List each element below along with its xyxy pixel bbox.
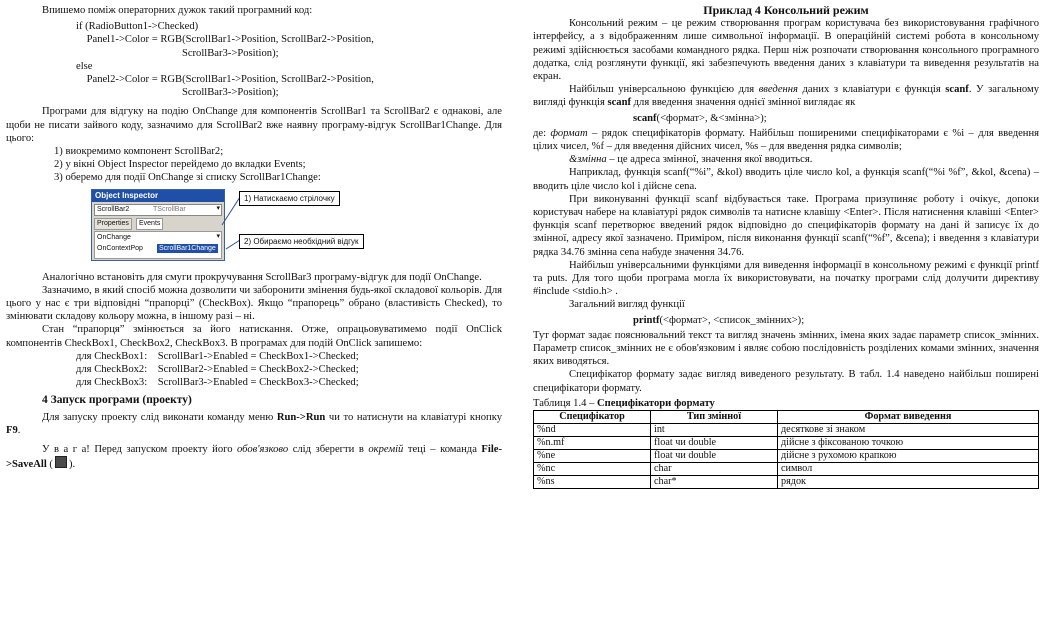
paragraph: Тут формат задає пояснювальний текст та вигляд значень змінних, імена яких задає параметр список_змінних. Параметр список_змінних не є обов'язковим і являє собою послідовність розділених комами змінних, значення яких виводяться. xyxy=(533,329,1039,368)
code-line: else xyxy=(76,60,93,72)
table-caption xyxy=(533,397,1039,410)
emphasis: обов'язково xyxy=(237,444,289,456)
table-cell: дійсне з рухомою крапкою xyxy=(778,450,1039,463)
tab-properties[interactable]: Properties xyxy=(94,218,132,230)
paragraph: Найбільш універсальними функціями для виведення інформації в консольному режимі є функції printf та puts. Для того щоби програма могла їх використовувати, на початку програми слід долучити директиву #include <stdio.h> . xyxy=(533,259,1039,298)
table-row xyxy=(534,463,1039,476)
inspector-tabs xyxy=(94,218,222,229)
table-cell: десяткове зі знаком xyxy=(778,424,1039,437)
save-all-icon xyxy=(55,456,67,468)
syntax-args: (<формат>, <список_змінних>); xyxy=(659,314,805,326)
object-inspector-figure xyxy=(6,189,502,265)
run-paragraph xyxy=(6,411,502,437)
paragraph xyxy=(533,127,1039,153)
callout-step1: 1) Натискаємо стрілочку xyxy=(239,191,340,206)
text-span: ( xyxy=(46,459,53,471)
text-span: – рядок специфікаторів формату. Найбільш поширеними специфікаторами є %i – для введення цілих чисел, %f – для введення дійсних чисел, %s – для введення рядка символів; xyxy=(533,127,1039,153)
step-item: 1) виокремимо компонент ScrollBar2; xyxy=(54,146,224,158)
text-span: чи то натиснути на клавіатурі кнопку xyxy=(325,411,502,423)
chevron-down-icon[interactable]: ▾ xyxy=(216,232,220,240)
text-span: даних з клавіатури є функція xyxy=(797,84,946,96)
scrollbar3-paragraph: Аналогічно встановіть для смуги прокручування ScrollBar3 програму-відгук для події OnChange. xyxy=(42,271,482,283)
callout-step2: 2) Обираємо необхідний відгук xyxy=(239,234,364,249)
format-specifier-table xyxy=(533,410,1039,489)
code-line: для CheckBox1: ScrollBar1->Enabled = CheckBox1->Checked; xyxy=(76,350,359,362)
paragraph xyxy=(533,83,1039,109)
table-cell: %ns xyxy=(534,476,651,489)
tab-events[interactable]: Events xyxy=(136,218,163,230)
table-cell: дійсне з фіксованою точкою xyxy=(778,437,1039,450)
text-span: ). xyxy=(68,459,76,471)
code-line: Panel2->Color = RGB(ScrollBar1->Position, ScrollBar2->Position, xyxy=(76,74,374,86)
paragraph: При виконуванні функції scanf відбувається таке. Програма призупиняє роботу і очікує, допоки користувач набере на клавіатурі рядок символів та натисне клавішу <Enter>. Після натиснення клавіші <Enter> функція scanf перетворює введений рядок відповідно до специфікаторів формату на дані й записує їх до змінної, адресу якої зазначено. Приміром, після виконання функції scanf(“%f”, &cena); і введення з клавіатури рядка 34.76 змінна cena набуде значення 34.76. xyxy=(533,193,1039,258)
event-oncontextpopup[interactable]: OnContextPop xyxy=(97,244,143,252)
table-row xyxy=(534,424,1039,437)
text-span: для введення значення однієї змінної виглядає як xyxy=(631,97,856,109)
code-line: ScrollBar3->Position); xyxy=(76,47,279,59)
event-onchange[interactable]: OnChange xyxy=(97,233,131,241)
right-page xyxy=(533,0,1039,489)
example-heading: Приклад 4 Консольний режим xyxy=(703,3,869,17)
paragraph: Наприклад, функція scanf(“%i”, &kol) вводить ціле число kol, а функція scanf(“%i %f”, &kol, &cena) – вводить ціле число kol і дійсне cena. xyxy=(533,167,1039,192)
table-row xyxy=(534,476,1039,489)
code-line: if (RadioButton1->Checked) xyxy=(76,21,199,33)
code-block xyxy=(76,20,502,99)
function-name: scanf xyxy=(945,84,969,96)
table-row xyxy=(534,450,1039,463)
table-cell: символ xyxy=(778,463,1039,476)
function-name: scanf xyxy=(607,97,632,109)
step-item: 2) у вікні Object Inspector перейдемо до вкладки Events; xyxy=(54,159,306,171)
dropdown-selected-handler[interactable]: ScrollBar1Change xyxy=(159,244,216,252)
table-cell: int xyxy=(651,424,778,437)
text-span: У в а г а! Перед запуском проекту його xyxy=(42,444,238,456)
menu-command: Run->Run xyxy=(276,411,326,423)
code-line: Panel1->Color = RGB(ScrollBar1->Position, ScrollBar2->Position, xyxy=(76,34,374,46)
code-line: для CheckBox2: ScrollBar2->Enabled = CheckBox2->Checked; xyxy=(76,364,359,376)
column-header: Формат виведення xyxy=(778,411,1039,424)
chevron-down-icon[interactable]: ▾ xyxy=(216,204,220,212)
paragraph: Специфікатор формату задає вигляд виведеного результату. В табл. 1.4 наведено найбільш поширені специфікатори формату. xyxy=(533,369,1039,394)
step-item: 3) оберемо для події OnChange зі списку ScrollBar1Change: xyxy=(54,172,321,184)
flags-paragraph: Зазначимо, в який спосіб можна дозволити чи заборонити змінення будь-якої складової кольорів. Для цього у нас є три відповідні “прапорці” (CheckBox). Якщо “прапорець” обрано (властивість Checked), то змінювати складову кольору можна, в іншому разі – ні. xyxy=(6,284,502,323)
paragraph: Загальний вигляд функції xyxy=(569,299,685,311)
key-name: F9 xyxy=(6,424,18,436)
paragraph xyxy=(533,153,1039,166)
table-cell: float чи double xyxy=(651,437,778,450)
emphasis: введення xyxy=(758,84,798,96)
table-cell: %ne xyxy=(534,450,651,463)
printf-syntax xyxy=(633,314,1039,327)
left-page xyxy=(6,0,502,471)
function-name: printf xyxy=(633,314,660,326)
warning-paragraph xyxy=(6,443,502,471)
caption-title: Специфікатори формату xyxy=(597,397,715,409)
text-span: де: xyxy=(533,127,551,139)
section-heading: 4 Запуск програми (проекту) xyxy=(42,394,192,407)
text-span: теці – команда xyxy=(403,444,482,456)
table-cell: %n.mf xyxy=(534,437,651,450)
paragraph: Консольний режим – це режим створювання програм користувача без використовування графічного інтерфейсу, а з відображенням лише символьної інформації. В операційній системі робота в консольному режимі здійснюється засобами командного рядка. Перш ніж розпочати створювання консольного програмного додатка, слід розглянути функції, які забезпечують введення даних з клавіатури та виведення результатів на екран. xyxy=(533,18,1039,83)
code-line: ScrollBar3->Position); xyxy=(76,87,279,99)
combo-name: ScrollBar2 xyxy=(97,205,130,213)
text-span: Таблиця 1.4 – xyxy=(533,397,598,409)
table-header-row xyxy=(534,411,1039,424)
object-inspector-title: Object Inspector xyxy=(92,190,224,202)
table-row xyxy=(534,437,1039,450)
onclick-code xyxy=(76,350,502,390)
text-span: . xyxy=(17,424,21,436)
code-line: для CheckBox3: ScrollBar3->Enabled = CheckBox3->Checked; xyxy=(76,377,359,389)
onclick-paragraph: Стан “прапорця” змінюється за його натискання. Отже, опрацьовуватимемо події OnClick компонентів CheckBox1, CheckBox2, CheckBox3. В програмах для подій OnClick запишемо: xyxy=(6,324,502,349)
function-name: scanf xyxy=(633,112,657,124)
emphasis: &змінна xyxy=(569,154,607,166)
text-span: Найбільш універсальною функцією для xyxy=(569,84,759,96)
emphasis: окремій xyxy=(368,444,404,456)
column-header: Тип змінної xyxy=(651,411,778,424)
object-inspector-window xyxy=(91,189,225,261)
emphasis: формат xyxy=(550,127,588,139)
text-span: – це адреса змінної, значення якої вводиться. xyxy=(606,154,813,166)
text-span: . У загальному вигляді функція xyxy=(533,84,1039,109)
text-span: слід зберегти в xyxy=(288,444,369,456)
text-span: Для запуску проекту слід виконати команду меню xyxy=(42,411,277,423)
table-cell: %nd xyxy=(534,424,651,437)
column-header: Специфікатор xyxy=(534,411,651,424)
table-cell: рядок xyxy=(778,476,1039,489)
syntax-args: (<формат>, &<змінна>); xyxy=(656,112,767,124)
table-cell: char* xyxy=(651,476,778,489)
component-combo[interactable] xyxy=(94,204,222,216)
events-grid xyxy=(94,231,222,259)
intro-paragraph: Впишемо поміж операторних дужок такий програмний код: xyxy=(42,5,313,16)
table-cell: char xyxy=(651,463,778,476)
table-cell: %nc xyxy=(534,463,651,476)
onchange-paragraph: Програми для відгуку на подію OnChange для компонентів ScrollBar1 та ScrollBar2 є однакові, але щоби не писати зайвого коду, зазначимо для ScrollBar2 вже наявну програму-відгук ScrollBar1Change. Для цього: xyxy=(6,106,502,144)
table-cell: float чи double xyxy=(651,450,778,463)
menu-command: File->SaveAll xyxy=(6,444,502,471)
combo-type: TScrollBar xyxy=(153,205,186,213)
scanf-syntax xyxy=(633,112,1039,125)
